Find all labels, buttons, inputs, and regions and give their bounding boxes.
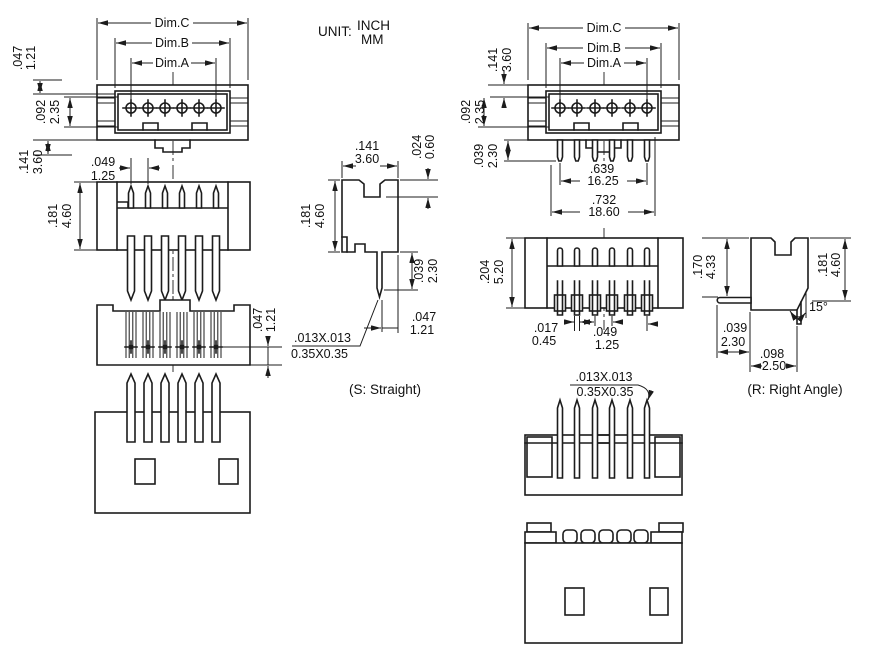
ps-offset-inch: .047 bbox=[411, 310, 437, 324]
housing-front-view-straight bbox=[95, 374, 250, 513]
ps-notch-mm: 0.60 bbox=[423, 134, 437, 160]
ss-height-inch: .181 bbox=[46, 203, 60, 229]
pr-front-mm: 4.33 bbox=[704, 254, 718, 280]
sr-height-inch: .204 bbox=[478, 259, 492, 285]
fr-dim-b: Dim.B bbox=[586, 41, 622, 55]
sr-height-mm: 5.20 bbox=[492, 259, 506, 285]
ss-height-mm: 4.60 bbox=[60, 203, 74, 229]
fr-overall-inch: .732 bbox=[591, 193, 617, 207]
unit-mm: MM bbox=[361, 32, 384, 47]
fs-depth-inch: .141 bbox=[17, 149, 31, 175]
ps-tail-mm: 2.30 bbox=[426, 258, 440, 284]
pr-tail-inch: .039 bbox=[722, 321, 748, 335]
front-view-right-angle bbox=[459, 21, 679, 219]
pr-front-inch: .170 bbox=[691, 254, 705, 280]
ss-pitch-mm: 1.25 bbox=[90, 169, 116, 183]
pr-angle: 15° bbox=[809, 300, 828, 314]
fs-flange-mm: 1.21 bbox=[24, 45, 38, 71]
fr-shroud-inch: .092 bbox=[459, 99, 473, 125]
fs-shroud-inch: .092 bbox=[34, 99, 48, 125]
ps-pin-square-mm: 0.35X0.35 bbox=[291, 347, 348, 361]
fr-top-inch: .141 bbox=[486, 47, 500, 73]
sr-pinw-inch: .017 bbox=[533, 321, 559, 335]
pr-back-mm: 4.60 bbox=[829, 252, 843, 278]
front-view-straight bbox=[11, 16, 248, 174]
ps-pin-square-inch: .013X.013 bbox=[294, 331, 351, 345]
tr-pin-square-mm: 0.35X0.35 bbox=[576, 385, 634, 399]
sr-pitch-mm: 1.25 bbox=[594, 338, 620, 352]
fs-dim-a: Dim.A bbox=[154, 56, 190, 70]
ps-offset-mm: 1.21 bbox=[409, 323, 435, 337]
ps-notch-inch: .024 bbox=[410, 134, 424, 160]
pr-foot-mm: 2.50 bbox=[761, 359, 787, 373]
caption-straight: (S: Straight) bbox=[348, 382, 422, 397]
fr-tail-inch: .039 bbox=[472, 143, 486, 169]
fr-top-mm: 3.60 bbox=[500, 47, 514, 73]
bottom-view-straight bbox=[97, 296, 282, 378]
fs-dim-c: Dim.C bbox=[154, 16, 190, 30]
ps-tail-inch: .039 bbox=[412, 258, 426, 284]
bs-pin-inch: .047 bbox=[251, 307, 265, 333]
fr-tail-mm: 2.30 bbox=[486, 143, 500, 169]
ss-pitch-inch: .049 bbox=[90, 155, 116, 169]
ps-height-inch: .181 bbox=[299, 203, 313, 229]
fs-depth-mm: 3.60 bbox=[31, 149, 45, 175]
side-view-straight bbox=[46, 155, 250, 308]
sr-pitch-inch: .049 bbox=[592, 325, 618, 339]
unit-inch: INCH bbox=[357, 18, 390, 33]
ps-width-inch: .141 bbox=[354, 139, 380, 153]
fr-span-inch: .639 bbox=[589, 162, 615, 176]
ps-height-mm: 4.60 bbox=[313, 203, 327, 229]
top-view-right-angle bbox=[525, 370, 682, 495]
fr-span-mm: 16.25 bbox=[587, 174, 619, 188]
ps-width-mm: 3.60 bbox=[354, 152, 380, 166]
unit-note bbox=[318, 18, 390, 47]
rear-view-right-angle bbox=[525, 523, 683, 643]
fr-shroud-mm: 2.35 bbox=[473, 99, 487, 125]
profile-view-right-angle bbox=[691, 238, 851, 373]
fs-shroud-mm: 2.35 bbox=[48, 99, 62, 125]
fr-dim-a: Dim.A bbox=[586, 56, 622, 70]
fr-dim-c: Dim.C bbox=[586, 21, 622, 35]
profile-view-straight bbox=[291, 135, 440, 361]
pr-tail-mm: 2.30 bbox=[720, 335, 746, 349]
unit-label: UNIT: bbox=[318, 24, 352, 39]
caption-right-angle: (R: Right Angle) bbox=[747, 382, 843, 397]
sr-pinw-mm: 0.45 bbox=[531, 334, 557, 348]
fr-overall-mm: 18.60 bbox=[588, 205, 620, 219]
fs-flange-inch: .047 bbox=[11, 45, 25, 71]
side-view-right-angle bbox=[478, 228, 683, 352]
pr-back-inch: .181 bbox=[816, 252, 830, 278]
tr-pin-square-inch: .013X.013 bbox=[575, 370, 633, 384]
fs-dim-b: Dim.B bbox=[154, 36, 190, 50]
bs-pin-mm: 1.21 bbox=[264, 307, 278, 333]
pr-foot-inch: .098 bbox=[759, 347, 785, 361]
